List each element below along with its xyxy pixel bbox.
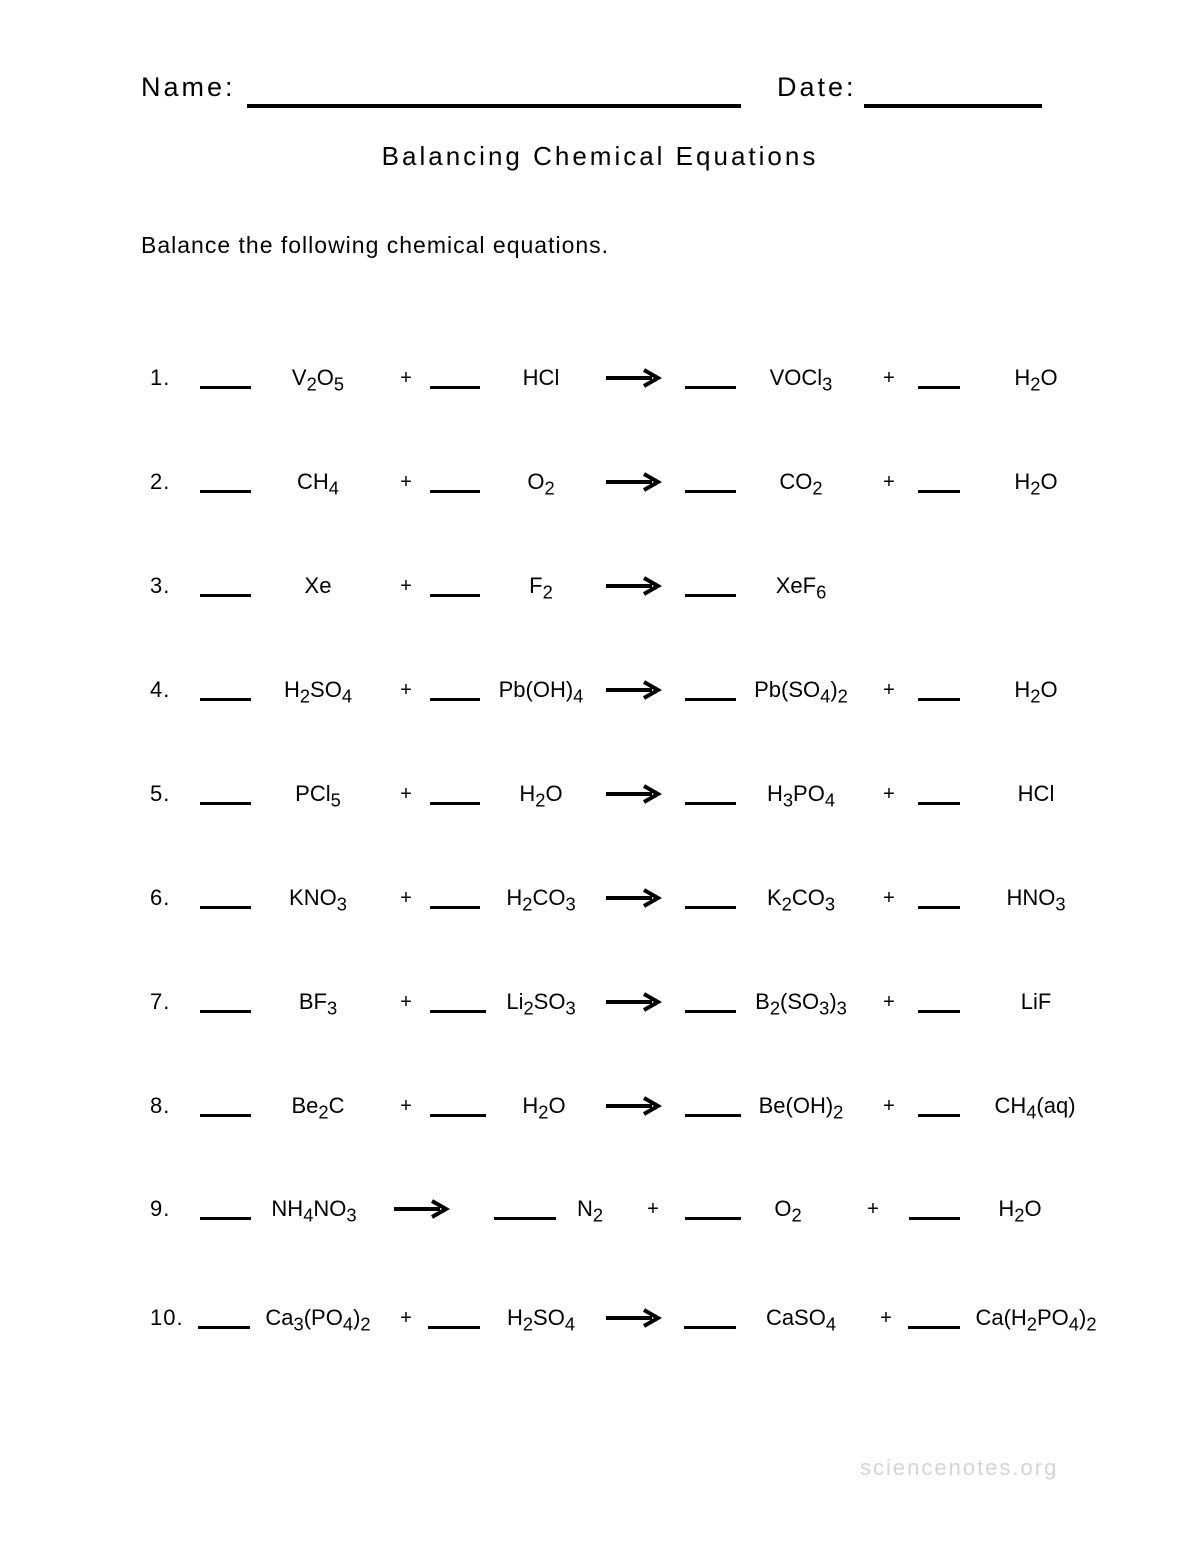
name-field-line[interactable] — [247, 104, 741, 108]
chemical-formula: VOCl$_3$ — [769, 365, 833, 395]
chemical-formula: $NH_4NO_3$ — [271, 1196, 357, 1226]
reaction-arrow-icon — [606, 992, 662, 1017]
coefficient-blank-3[interactable] — [685, 386, 736, 389]
coefficient-blank-1[interactable] — [200, 490, 251, 493]
coefficient-blank-3[interactable] — [685, 490, 736, 493]
coefficient-blank-4[interactable] — [918, 490, 960, 493]
equation-row — [0, 878, 1200, 918]
coefficient-blank-3[interactable] — [685, 802, 736, 805]
equation-number: 1. — [150, 365, 171, 390]
chemical-formula: $BF_3$ — [298, 989, 338, 1019]
chemical-formula: $H_2O$ — [1014, 365, 1058, 395]
chemical-formula: $Ca(H_2PO_4)_2$ — [975, 1305, 1097, 1335]
coefficient-blank-4[interactable] — [918, 386, 960, 389]
plus-sign: + — [400, 783, 412, 805]
chemical-formula: $KNO_3$ — [289, 885, 347, 915]
coefficient-blank-3[interactable] — [685, 906, 736, 909]
chemical-formula: $O_2$ — [527, 469, 555, 499]
plus-sign: + — [883, 783, 895, 805]
chemical-formula: $O_2$ — [774, 1196, 802, 1226]
chemical-formula: Xe — [304, 573, 332, 598]
equation-row — [0, 358, 1200, 398]
coefficient-blank-2[interactable] — [428, 1326, 480, 1329]
chemical-formula: $H_2SO_4$ — [283, 677, 353, 707]
coefficient-blank-4[interactable] — [909, 1217, 960, 1220]
chemical-formula: XeF$_6$ — [775, 573, 827, 603]
equation-row — [0, 1189, 1200, 1229]
coefficient-blank-4[interactable] — [918, 1010, 960, 1013]
equation-number: 2. — [150, 469, 171, 494]
coefficient-blank-2[interactable] — [494, 1217, 556, 1220]
equation-row — [0, 774, 1200, 814]
equation-row — [0, 670, 1200, 710]
equation-number: 7. — [150, 989, 171, 1014]
coefficient-blank-2[interactable] — [430, 490, 480, 493]
chemical-formula: LiF — [1020, 989, 1052, 1014]
equation-number: 4. — [150, 677, 171, 702]
chemical-formula: $Ca_3(PO_4)_2$ — [265, 1305, 371, 1335]
reaction-arrow-icon — [606, 784, 662, 809]
chemical-formula: $N_2$ — [576, 1196, 604, 1226]
reaction-arrow-icon — [606, 472, 662, 497]
chemical-formula: $Pb(SO_4)_2$ — [754, 677, 848, 707]
chemical-formula: $V_2O_5$ — [291, 365, 345, 395]
plus-sign: + — [400, 1307, 412, 1329]
reaction-arrow-icon — [606, 680, 662, 705]
coefficient-blank-1[interactable] — [200, 906, 251, 909]
chemical-formula: $Be_2C$ — [291, 1093, 345, 1123]
plus-sign: + — [400, 367, 412, 389]
plus-sign: + — [883, 1095, 895, 1117]
coefficient-blank-1[interactable] — [200, 594, 251, 597]
plus-sign: + — [400, 991, 412, 1013]
instructions: Balance the following chemical equations. — [141, 232, 610, 258]
equation-row — [0, 1298, 1200, 1338]
chemical-formula: PCl$_5$ — [295, 781, 341, 811]
equation-number: 3. — [150, 573, 171, 598]
reaction-arrow-icon — [606, 576, 662, 601]
coefficient-blank-2[interactable] — [430, 594, 480, 597]
equation-number: 5. — [150, 781, 171, 806]
coefficient-blank-2[interactable] — [430, 906, 480, 909]
coefficient-blank-2[interactable] — [430, 386, 480, 389]
coefficient-blank-2[interactable] — [430, 698, 480, 701]
chemical-formula: $CH_4$ — [297, 469, 339, 499]
coefficient-blank-4[interactable] — [918, 698, 960, 701]
coefficient-blank-2[interactable] — [430, 1010, 486, 1013]
equation-number: 8. — [150, 1093, 171, 1118]
name-label: Name: — [141, 72, 236, 102]
watermark: sciencenotes.org — [860, 1455, 1059, 1480]
coefficient-blank-1[interactable] — [200, 698, 251, 701]
plus-sign: + — [883, 679, 895, 701]
equation-number: 9. — [150, 1196, 171, 1221]
plus-sign: + — [400, 887, 412, 909]
chemical-formula: $CO_2$ — [779, 469, 823, 499]
coefficient-blank-4[interactable] — [918, 1114, 960, 1117]
chemical-formula: $H_2O$ — [522, 1093, 566, 1123]
equation-row — [0, 566, 1200, 606]
chemical-formula: $H_2O$ — [519, 781, 563, 811]
coefficient-blank-3[interactable] — [685, 1010, 736, 1013]
coefficient-blank-1[interactable] — [200, 1010, 251, 1013]
reaction-arrow-icon — [394, 1199, 450, 1224]
date-field-line[interactable] — [864, 104, 1042, 108]
chemical-formula: CaSO$_4$ — [765, 1305, 837, 1335]
chemical-formula: HCl — [522, 365, 560, 390]
chemical-formula: $H_2SO_4$ — [506, 1305, 576, 1335]
reaction-arrow-icon — [606, 368, 662, 393]
plus-sign: + — [883, 471, 895, 493]
coefficient-blank-2[interactable] — [430, 802, 480, 805]
reaction-arrow-icon — [606, 888, 662, 913]
chemical-formula: HCl — [1017, 781, 1055, 806]
coefficient-blank-3[interactable] — [685, 1217, 741, 1220]
plus-sign: + — [400, 471, 412, 493]
plus-sign: + — [400, 679, 412, 701]
plus-sign: + — [400, 575, 412, 597]
chemical-formula: $HNO_3$ — [1006, 885, 1066, 915]
coefficient-blank-4[interactable] — [918, 906, 960, 909]
coefficient-blank-2[interactable] — [430, 1114, 486, 1117]
coefficient-blank-4[interactable] — [918, 802, 960, 805]
chemical-formula: $H_2O$ — [998, 1196, 1042, 1226]
chemical-formula: $H_2CO_3$ — [506, 885, 576, 915]
equation-row — [0, 462, 1200, 502]
coefficient-blank-3[interactable] — [685, 698, 736, 701]
equation-row — [0, 1086, 1200, 1126]
date-label: Date: — [777, 72, 857, 102]
plus-sign: + — [867, 1198, 879, 1220]
reaction-arrow-icon — [606, 1308, 662, 1333]
coefficient-blank-1[interactable] — [200, 802, 251, 805]
plus-sign: + — [883, 991, 895, 1013]
coefficient-blank-4[interactable] — [908, 1326, 960, 1329]
equation-number: 10. — [150, 1305, 184, 1330]
chemical-formula: $Be(OH)_2$ — [758, 1093, 844, 1123]
coefficient-blank-1[interactable] — [198, 1326, 250, 1329]
coefficient-blank-3[interactable] — [684, 1326, 736, 1329]
chemical-formula: $B_2(SO_3)_3$ — [755, 989, 847, 1019]
chemical-formula: $K_2CO_3$ — [766, 885, 836, 915]
coefficient-blank-3[interactable] — [685, 594, 736, 597]
plus-sign: + — [400, 1095, 412, 1117]
plus-sign: + — [880, 1307, 892, 1329]
plus-sign: + — [883, 887, 895, 909]
chemical-formula: $F_2$ — [529, 573, 553, 603]
coefficient-blank-1[interactable] — [200, 386, 251, 389]
chemical-formula: $H_2O$ — [1014, 469, 1058, 499]
chemical-formula: $H_2O$ — [1014, 677, 1058, 707]
reaction-arrow-icon — [606, 1096, 662, 1121]
coefficient-blank-3[interactable] — [685, 1114, 741, 1117]
coefficient-blank-1[interactable] — [200, 1114, 251, 1117]
equation-number: 6. — [150, 885, 171, 910]
chemical-formula: $CH_4(aq)$ — [994, 1093, 1076, 1123]
chemical-formula: $Pb(OH)_4$ — [498, 677, 584, 707]
chemical-formula: $H_3PO_4$ — [766, 781, 836, 811]
page-title: Balancing Chemical Equations — [381, 141, 819, 171]
plus-sign: + — [647, 1198, 659, 1220]
chemical-formula: $Li_2SO_3$ — [506, 989, 576, 1019]
coefficient-blank-1[interactable] — [200, 1217, 251, 1220]
equation-row — [0, 982, 1200, 1022]
plus-sign: + — [883, 367, 895, 389]
